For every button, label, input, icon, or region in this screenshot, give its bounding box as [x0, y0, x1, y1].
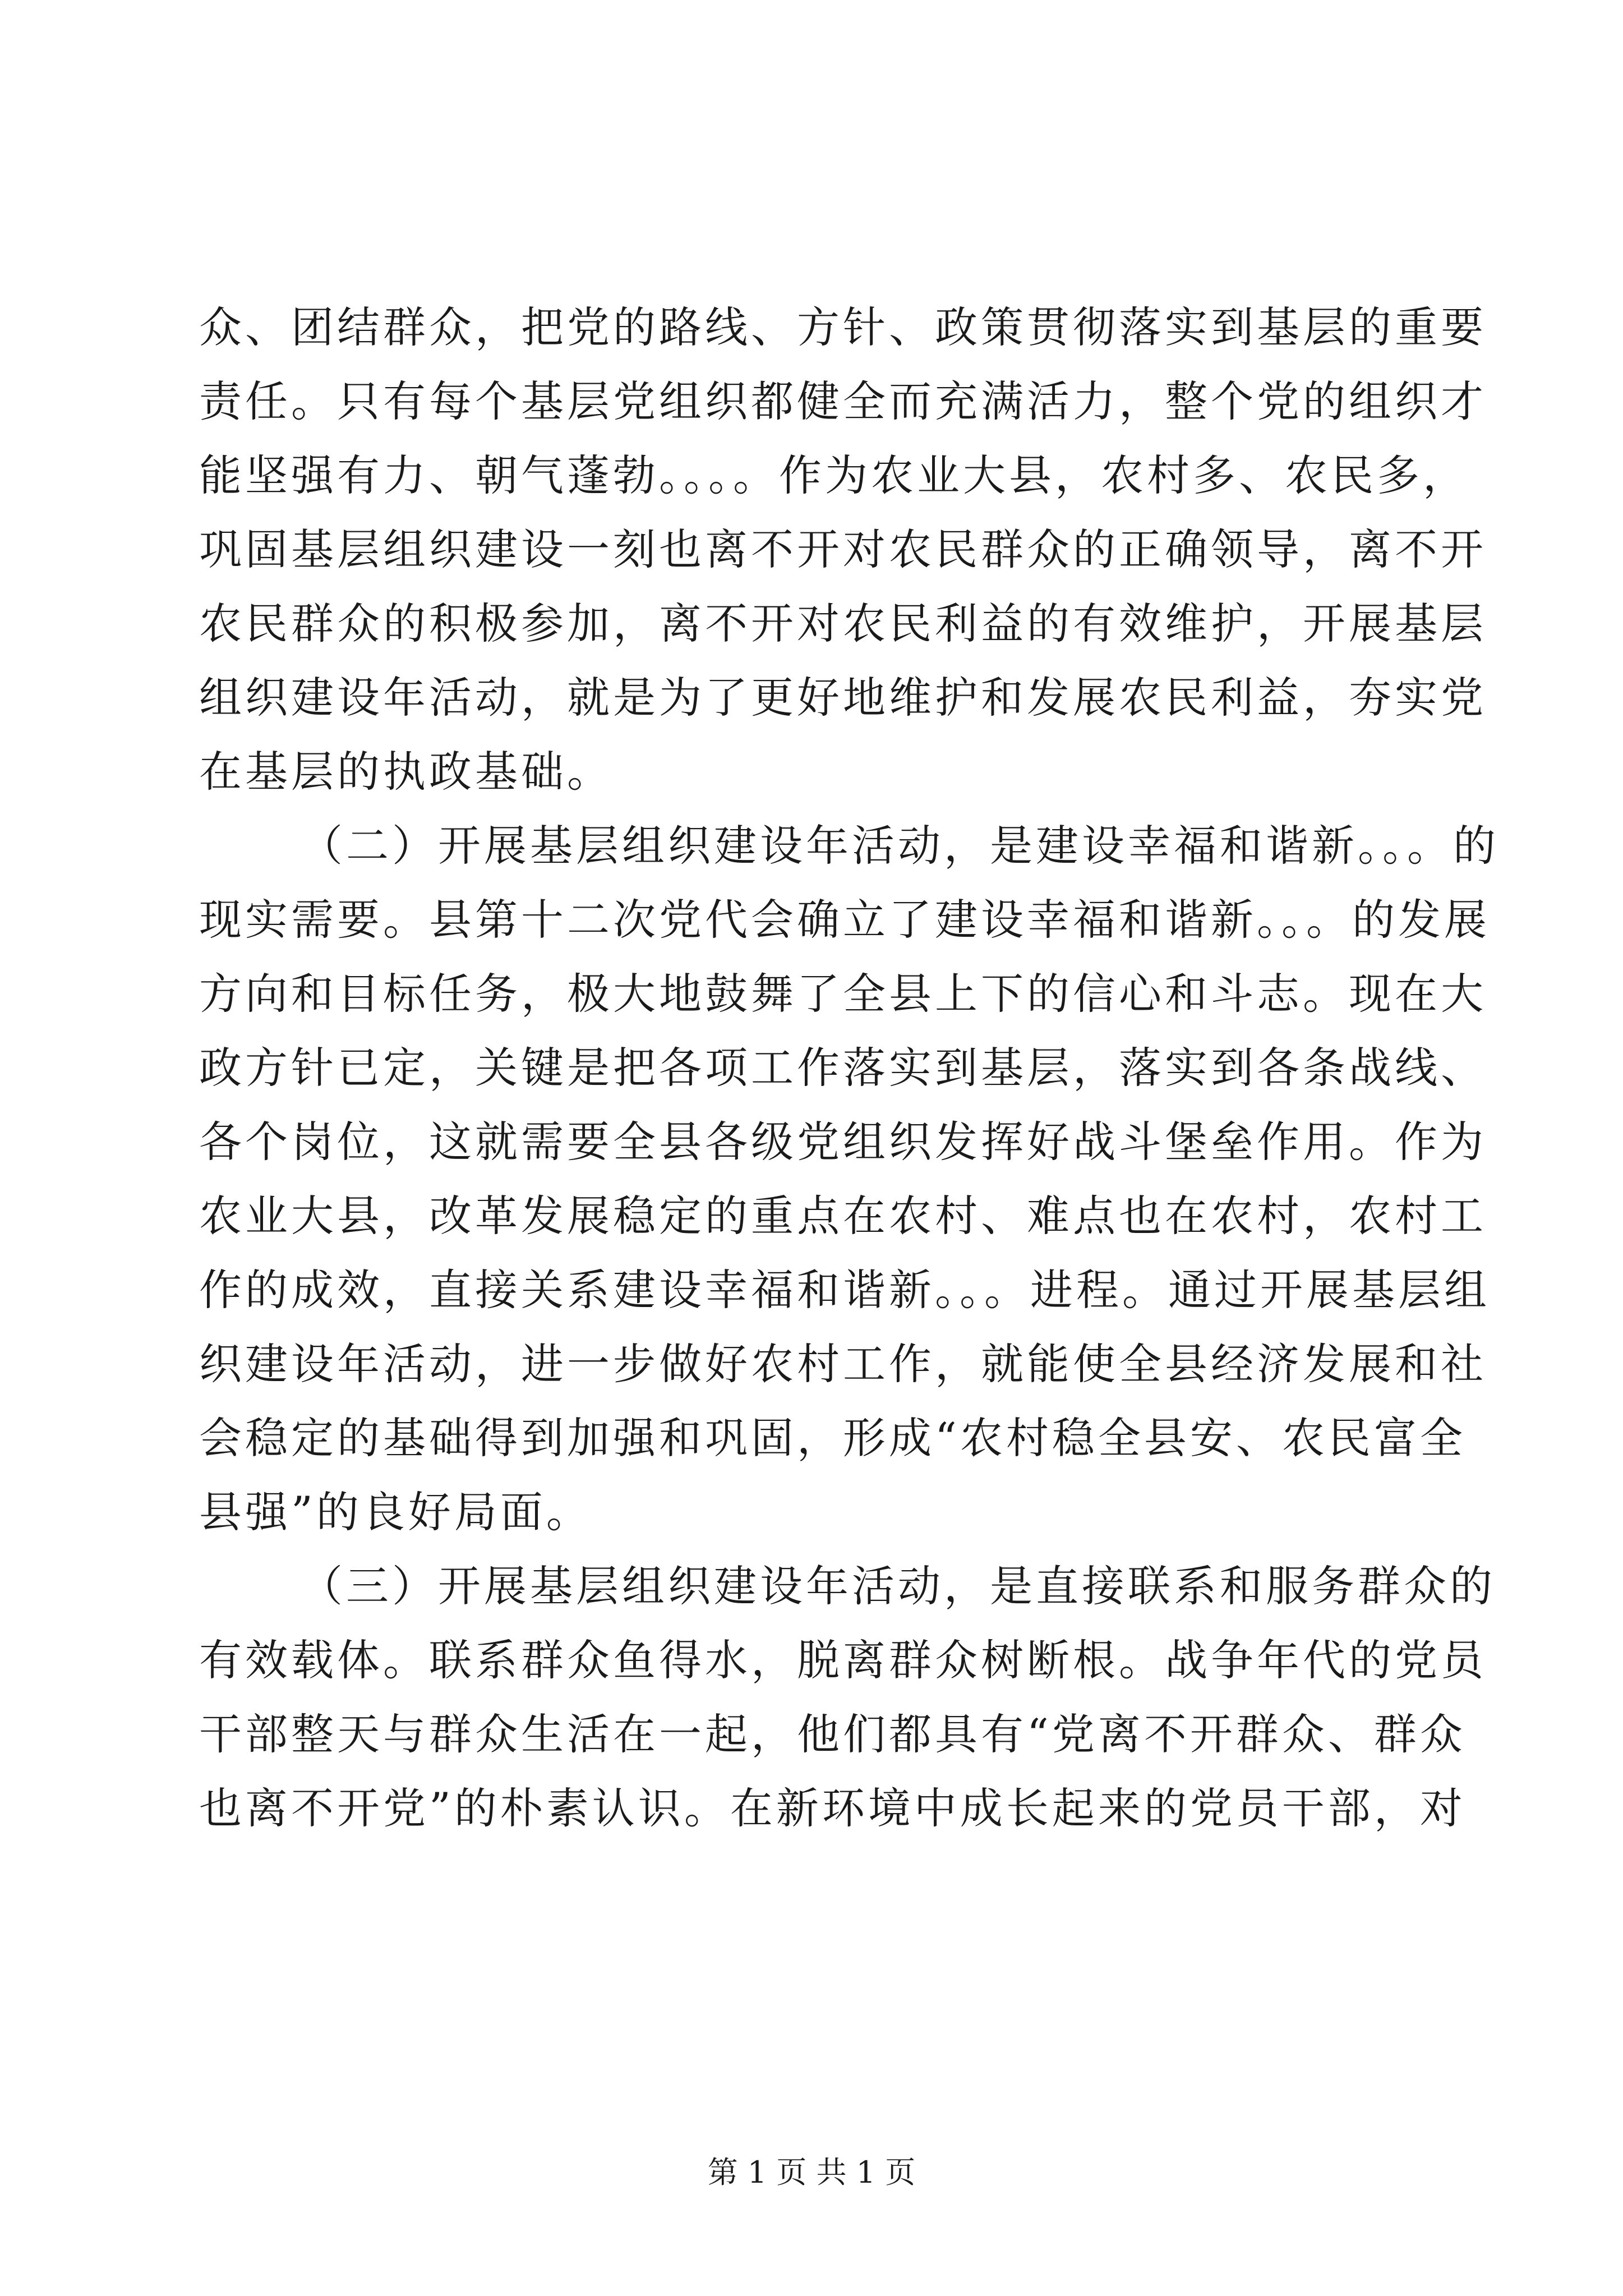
text-line: 各个岗位，这就需要全县各级党组织发挥好战斗堡垒作用。作为 — [199, 1117, 1487, 1167]
text-line: 组织建设年活动，就是为了更好地维护和发展农民利益，夯实党 — [199, 673, 1487, 723]
text-line: 责任。只有每个基层党组织都健全而充满活力，整个党的组织才 — [199, 376, 1487, 426]
text-line: 巩固基层组织建设一刻也离不开对农民群众的正确领导，离不开 — [199, 524, 1487, 574]
text-line: 农民群众的积极参加，离不开对农民利益的有效维护，开展基层 — [199, 599, 1487, 648]
text-line: 也离不开党”的朴素认识。在新环境中成长起来的党员干部，对 — [199, 1783, 1466, 1833]
page-number-footer: 第 1 页 共 1 页 — [707, 2155, 916, 2190]
text-line: （三）开展基层组织建设年活动，是直接联系和服务群众的 — [300, 1561, 1496, 1611]
text-line: （二）开展基层组织建设年活动，是建设幸福和谐新。。。的 — [300, 821, 1499, 871]
text-line: 能坚强有力、朝气蓬勃。。。。作为农业大县，农村多、农民多， — [199, 450, 1469, 500]
paragraph — [199, 809, 1499, 1549]
text-line: 政方针已定，关键是把各项工作落实到基层，落实到各条战线、 — [199, 1043, 1487, 1093]
text-line: 农业大县，改革发展稳定的重点在农村、难点也在农村，农村工 — [199, 1191, 1487, 1241]
text-line: 有效载体。联系群众鱼得水，脱离群众树断根。战争年代的党员 — [199, 1635, 1487, 1685]
text-line: 众、团结群众，把党的路线、方针、政策贯彻落实到基层的重要 — [199, 302, 1487, 352]
paragraph — [199, 1549, 1496, 1846]
text-line: 方向和目标任务，极大地鼓舞了全县上下的信心和斗志。现在大 — [199, 969, 1487, 1019]
paragraph — [199, 291, 1487, 809]
text-line: 会稳定的基础得到加强和巩固，形成“农村稳全县安、农民富全 — [199, 1413, 1466, 1463]
document-body — [199, 291, 1499, 1846]
text-line: 作的成效，直接关系建设幸福和谐新。。。进程。通过开展基层组 — [199, 1265, 1490, 1315]
text-line: 干部整天与群众生活在一起，他们都具有“党离不开群众、群众 — [199, 1709, 1466, 1759]
text-line: 县强”的良好局面。 — [199, 1487, 592, 1537]
text-line: 在基层的执政基础。 — [199, 747, 613, 797]
text-line: 织建设年活动，进一步做好农村工作，就能使全县经济发展和社 — [199, 1339, 1487, 1389]
text-line: 现实需要。县第十二次党代会确立了建设幸福和谐新。。。的发展 — [199, 895, 1490, 945]
